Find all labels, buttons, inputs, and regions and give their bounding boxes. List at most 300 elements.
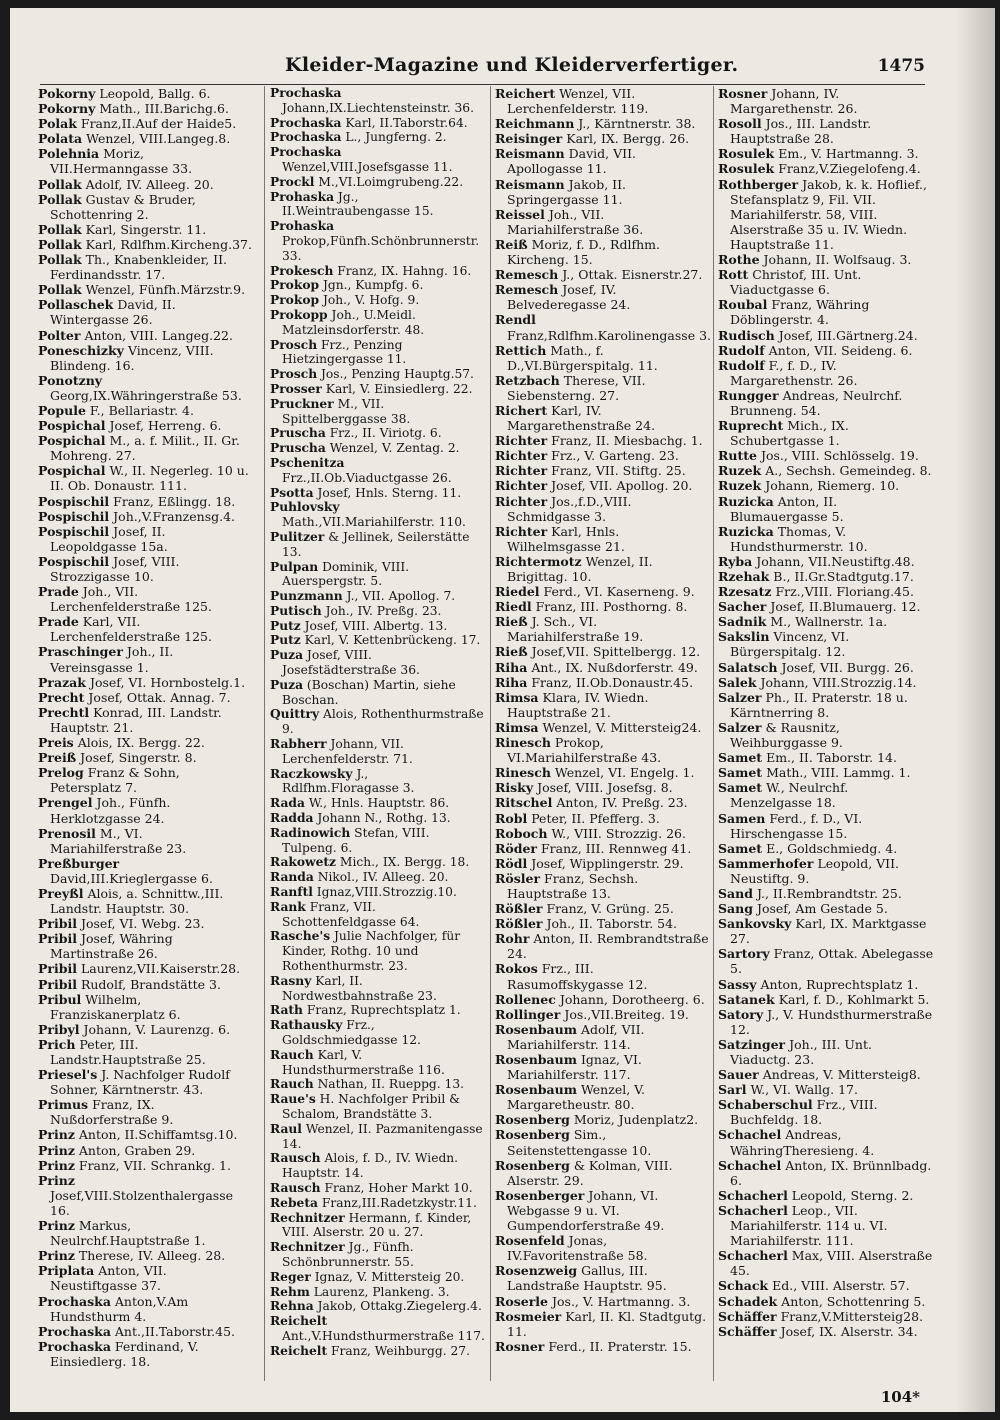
directory-entry <box>718 1203 934 1248</box>
entry-surname: Polter <box>38 327 81 343</box>
directory-entry <box>270 397 486 427</box>
entry-surname: Puhlovsky <box>270 499 340 515</box>
entry-details: Franz, VII. Stiftg. 25. <box>551 463 686 479</box>
directory-entry <box>718 328 934 343</box>
directory-entry <box>38 373 254 403</box>
directory-entry <box>718 494 934 524</box>
entry-surname: Rosenberg <box>495 1112 570 1128</box>
directory-entry <box>718 916 934 946</box>
entry-details: Franz, II. Miesbachg. 1. <box>551 433 703 449</box>
directory-entry <box>718 267 934 297</box>
entry-surname: Pollaschek <box>38 297 114 313</box>
entry-details: Wenzel, Fünfh.Märzstr.9. <box>85 282 246 298</box>
entry-surname: Richter <box>495 448 548 464</box>
directory-columns <box>38 85 934 1381</box>
entry-surname: Polata <box>38 131 83 147</box>
entry-details: Franz, Weihburgg. 27. <box>331 1343 470 1358</box>
entry-details: Moriz, f. D., Rdlfhm. Kircheng. 15. <box>507 236 660 268</box>
entry-surname: Priesel's <box>38 1067 98 1083</box>
entry-surname: Richter <box>495 433 548 449</box>
entry-surname: Pollak <box>38 252 82 268</box>
entry-details: Franz,V.Mittersteig28. <box>780 1308 924 1324</box>
entry-details: Wenzel, V. Zentag. 2. <box>329 441 460 456</box>
entry-details: Jos., III. Landstr. Hauptstraße 28. <box>730 116 872 147</box>
entry-surname: Priplata <box>38 1263 95 1279</box>
entry-details: M., Wallnerstr. 1a. <box>770 614 888 630</box>
entry-details: Karl, Rdlfhm.Kircheng.37. <box>85 236 252 252</box>
entry-details: Mich., IX. Bergg. 18. <box>339 855 470 870</box>
entry-surname: Rott <box>718 267 749 283</box>
directory-entry <box>718 992 934 1007</box>
entry-surname: Prechtl <box>38 704 90 720</box>
entry-surname: Pulpan <box>270 558 319 574</box>
directory-entry <box>718 1067 934 1082</box>
entry-surname: Sacher <box>718 599 767 615</box>
entry-surname: Rieß <box>495 644 528 660</box>
entry-details: Ferd., II. Praterstr. 15. <box>548 1338 692 1354</box>
directory-entry <box>38 977 254 992</box>
entry-surname: Preis <box>38 735 74 751</box>
directory-entry <box>38 101 254 116</box>
entry-surname: Radda <box>270 810 314 826</box>
entry-details: Mich., IX. Schubertgasse 1. <box>730 418 849 449</box>
entry-details: Jgn., Kumpfg. 6. <box>322 278 424 293</box>
entry-surname: Rehm <box>270 1283 310 1299</box>
directory-entry <box>718 1294 934 1309</box>
directory-entry <box>495 916 711 931</box>
entry-details: Franz, Eßlingg. 18. <box>113 493 236 509</box>
entry-details: Josef, Am Gestade 5. <box>756 901 888 917</box>
entry-details: Math., VIII. Lammg. 1. <box>766 765 911 781</box>
directory-entry <box>38 735 254 750</box>
entry-surname: Richter <box>495 463 548 479</box>
entry-details: A., Sechsh. Gemeindeg. 8. <box>765 463 932 479</box>
entry-details: David,III.Krieglergasse 6. <box>50 870 213 886</box>
entry-details: Math., III.Barichg.6. <box>99 101 229 117</box>
entry-surname: Prochaska <box>38 1338 111 1354</box>
page-number: 1475 <box>877 56 925 76</box>
entry-surname: Schachel <box>718 1127 782 1143</box>
entry-surname: Rathausky <box>270 1017 343 1033</box>
directory-entry <box>718 720 934 750</box>
entry-details: Frz., V. Garteng. 23. <box>551 448 679 464</box>
directory-entry <box>270 338 486 368</box>
directory-entry <box>270 885 486 900</box>
entry-surname: Rosenberg <box>495 1157 570 1173</box>
entry-details: F., Bellariastr. 4. <box>89 402 194 418</box>
entry-details: Johann, IV. Margarethenstr. 26. <box>730 86 858 117</box>
entry-surname: Pollak <box>38 236 82 252</box>
entry-details: Jos.,VII.Breiteg. 19. <box>564 1006 689 1022</box>
directory-entry <box>270 707 486 737</box>
directory-entry <box>495 765 711 780</box>
entry-surname: Satanek <box>718 991 775 1007</box>
entry-surname: Pospichal <box>38 433 106 449</box>
entry-surname: Pokorny <box>38 101 96 117</box>
entry-surname: Rieß <box>495 614 528 630</box>
entry-surname: Rudisch <box>718 327 775 343</box>
entry-surname: Preiß <box>38 750 77 766</box>
entry-surname: Popule <box>38 402 86 418</box>
entry-details: Josef, Singerstr. 8. <box>80 750 197 766</box>
directory-entry <box>718 1082 934 1097</box>
column-divider <box>264 86 265 1381</box>
directory-entry <box>270 589 486 604</box>
directory-entry <box>495 1233 711 1263</box>
directory-entry <box>270 456 486 486</box>
directory-entry <box>495 660 711 675</box>
column-divider <box>490 86 491 1381</box>
entry-surname: Pospischil <box>38 553 110 569</box>
entry-surname: Riha <box>495 674 528 690</box>
entry-details: J., VII. Apollog. 7. <box>346 589 456 604</box>
directory-entry <box>38 509 254 524</box>
directory-entry <box>495 463 711 478</box>
entry-details: Karl, Hnls. Wilhelmsgasse 21. <box>507 523 625 554</box>
entry-details: Jos.,f.D.,VIII. Schmidgasse 3. <box>507 493 632 524</box>
entry-surname: Salek <box>718 674 757 690</box>
directory-entry <box>495 207 711 237</box>
entry-details: Julie Nachfolger, für Kinder, Rothg. 10 und Rothenthurmstr. 23. <box>282 929 461 974</box>
entry-details: Sim., Seitenstettengasse 10. <box>507 1127 652 1158</box>
entry-surname: Rutte <box>718 448 757 464</box>
entry-details: Jos., V. Hartmanng. 3. <box>552 1293 691 1309</box>
entry-details: Ferdinand, V. Einsiedlerg. 18. <box>50 1338 199 1369</box>
entry-details: Joh., II. Vereinsgasse 1. <box>50 644 174 675</box>
entry-surname: Sand <box>718 885 753 901</box>
entry-surname: Röder <box>495 840 538 856</box>
entry-surname: Pospichal <box>38 463 106 479</box>
entry-details: W., II. Negerleg. 10 u. II. Ob. Donaustr. 111. <box>50 463 249 494</box>
directory-entry <box>270 426 486 441</box>
entry-surname: Schäffer <box>718 1308 777 1324</box>
directory-entry <box>495 826 711 841</box>
directory-entry <box>718 660 934 675</box>
entry-details: Franz, Währing Döblingerstr. 4. <box>730 297 870 328</box>
directory-entry <box>270 1018 486 1048</box>
entry-surname: Prich <box>38 1036 76 1052</box>
directory-entry <box>38 1324 254 1339</box>
entry-surname: Prochaska <box>270 129 342 145</box>
entry-details: Joh., VII. Mariahilferstraße 36. <box>507 206 644 237</box>
entry-details: Karl, II.Taborstr.64. <box>345 115 468 130</box>
entry-surname: Prokop <box>270 292 320 308</box>
directory-entry <box>38 1248 254 1263</box>
directory-entry <box>38 1097 254 1127</box>
entry-surname: Praschinger <box>38 644 123 660</box>
directory-entry <box>718 690 934 720</box>
entry-surname: Prosch <box>270 366 318 382</box>
entry-surname: Sankovsky <box>718 916 792 932</box>
directory-entry <box>495 373 711 403</box>
entry-details: Ant., IX. Nußdorferstr. 49. <box>531 659 698 675</box>
directory-entry <box>38 916 254 931</box>
directory-entry <box>495 478 711 493</box>
directory-entry <box>495 116 711 131</box>
directory-entry <box>270 974 486 1004</box>
entry-details: Johann, VII.Neustiftg.48. <box>756 553 915 569</box>
entry-details: Adolf, VII. Mariahilferstr. 114. <box>507 1021 645 1052</box>
directory-entry <box>495 871 711 901</box>
entry-surname: Reismann <box>495 176 565 192</box>
directory-entry <box>38 86 254 101</box>
directory-entry <box>38 433 254 463</box>
entry-surname: Prazak <box>38 674 86 690</box>
directory-entry <box>718 946 934 976</box>
entry-surname: Schachel <box>718 1157 782 1173</box>
entry-surname: Raue's <box>270 1091 316 1107</box>
directory-entry <box>38 931 254 961</box>
entry-details: Ignaz, V. Mittersteig 20. <box>314 1269 465 1284</box>
entry-surname: Rakowetz <box>270 854 337 870</box>
entry-details: Karl, VII. Lerchenfelderstraße 125. <box>50 614 212 645</box>
entry-surname: Rechnitzer <box>270 1209 345 1225</box>
directory-entry <box>495 237 711 267</box>
entry-details: Anton, VII. Seideng. 6. <box>768 342 913 358</box>
entry-surname: Polak <box>38 116 77 132</box>
entry-details: J., Kärntnerstr. 38. <box>578 116 696 132</box>
directory-entry <box>495 1294 711 1309</box>
entry-surname: Putz <box>270 617 301 633</box>
entry-details: Therese, IV. Alleeg. 28. <box>78 1248 226 1264</box>
directory-entry <box>718 750 934 765</box>
directory-entry <box>495 282 711 312</box>
entry-details: Josef, VIII. Josefsg. 8. <box>537 780 673 796</box>
entry-surname: Sadnik <box>718 614 767 630</box>
entry-surname: Ruzek <box>718 478 762 494</box>
entry-surname: Preyßl <box>38 885 84 901</box>
entry-surname: Putisch <box>270 602 322 618</box>
directory-entry <box>38 584 254 614</box>
directory-entry <box>495 735 711 765</box>
entry-surname: Rothberger <box>718 176 799 192</box>
directory-entry <box>270 1314 486 1344</box>
entry-surname: Reichmann <box>495 116 575 132</box>
entry-details: Anton, II. Rembrandtstraße 24. <box>507 931 709 962</box>
entry-details: J. Sch., VI. Mariahilferstraße 19. <box>507 614 644 645</box>
directory-entry <box>270 278 486 293</box>
entry-details: Wenzel, V. Mittersteig24. <box>542 719 702 735</box>
entry-surname: Richert <box>495 402 548 418</box>
directory-entry <box>270 648 486 678</box>
entry-details: Josef, Währing Martinstraße 26. <box>50 931 173 962</box>
entry-details: J., II.Rembrandtstr. 25. <box>756 885 902 901</box>
entry-surname: Risky <box>495 780 534 796</box>
entry-details: Jonas, IV.Favoritenstraße 58. <box>507 1233 648 1264</box>
entry-surname: Pospischil <box>38 508 110 524</box>
entry-surname: Rudolf <box>718 357 765 373</box>
directory-entry <box>495 177 711 207</box>
entry-details: Stefan, VIII. Tulpeng. 6. <box>282 825 430 855</box>
entry-surname: Rehna <box>270 1298 314 1314</box>
entry-details: Konrad, III. Landstr. Hauptstr. 21. <box>50 704 222 735</box>
entry-surname: Schack <box>718 1278 769 1294</box>
directory-entry <box>718 86 934 116</box>
directory-entry <box>495 1158 711 1188</box>
entry-surname: Pokorny <box>38 86 96 101</box>
directory-entry <box>718 977 934 992</box>
entry-surname: Rosner <box>718 86 768 101</box>
entry-details: Karl, II. Kl. Stadtgutg. 11. <box>507 1308 707 1339</box>
directory-entry <box>495 690 711 720</box>
entry-details: Wenzel, VIII.Langeg.8. <box>86 131 231 147</box>
directory-entry <box>495 720 711 735</box>
directory-entry <box>38 886 254 916</box>
directory-entry <box>270 486 486 501</box>
entry-surname: Rosenzweig <box>495 1263 578 1279</box>
entry-details: Karl, V. Hundsthurmerstraße 116. <box>282 1047 445 1077</box>
entry-surname: Pribil <box>38 916 77 932</box>
entry-surname: Reichelt <box>270 1342 328 1358</box>
entry-surname: Pruscha <box>270 425 326 441</box>
entry-details: Johann, Riemerg. 10. <box>765 478 900 494</box>
entry-surname: Prengel <box>38 795 93 811</box>
directory-entry <box>270 678 486 708</box>
entry-surname: Sammerhofer <box>718 855 814 871</box>
directory-entry <box>270 560 486 590</box>
entry-details: Anton, Ruprechtsplatz 1. <box>760 976 919 992</box>
entry-details: Franz, Ruprechtsplatz 1. <box>306 1003 461 1018</box>
directory-entry <box>38 1127 254 1142</box>
entry-surname: Prosser <box>270 380 322 396</box>
entry-surname: Randa <box>270 869 314 885</box>
entry-details: J., Rdlfhm.Floragasse 3. <box>282 766 415 796</box>
entry-surname: Pribyl <box>38 1021 80 1037</box>
entry-details: Franz, II.Ob.Donaustr.45. <box>531 674 694 690</box>
entry-surname: Rösler <box>495 870 541 886</box>
directory-entry <box>38 992 254 1022</box>
entry-details: W., Hnls. Hauptstr. 86. <box>308 796 450 811</box>
entry-surname: Richter <box>495 478 548 494</box>
entry-surname: Rosenbaum <box>495 1082 577 1098</box>
entry-surname: Rosenbaum <box>495 1021 577 1037</box>
entry-surname: Reissel <box>495 206 545 222</box>
directory-entry <box>495 1022 711 1052</box>
entry-details: Josef,VII. Spittelbergg. 12. <box>531 644 701 660</box>
directory-entry <box>718 161 934 176</box>
directory-entry <box>495 343 711 373</box>
entry-details: Wenzel, II. Pazmanitengasse 14. <box>282 1121 483 1151</box>
entry-surname: Samen <box>718 810 766 826</box>
entry-surname: Rosoll <box>718 116 762 132</box>
directory-entry <box>718 554 934 569</box>
directory-entry <box>718 146 934 161</box>
entry-details: Andreas, V. Mittersteig8. <box>762 1067 921 1083</box>
directory-entry <box>270 1270 486 1285</box>
directory-entry <box>718 343 934 358</box>
directory-entry <box>38 524 254 554</box>
directory-entry <box>270 1344 486 1359</box>
entry-surname: Salzer <box>718 719 762 735</box>
entry-details: Leopold, VII. Neustiftg. 9. <box>730 855 900 886</box>
entry-surname: Putz <box>270 632 301 648</box>
directory-entry <box>718 177 934 252</box>
entry-details: Anton, IX. Brünnlbadg. 6. <box>730 1157 932 1188</box>
directory-entry <box>270 1181 486 1196</box>
entry-details: M., a. f. Milit., II. Gr. Mohreng. 27. <box>50 433 240 464</box>
entry-surname: Rosulek <box>718 146 775 162</box>
directory-entry <box>718 856 934 886</box>
entry-details: Joh., III. Unt. Viaductg. 23. <box>730 1036 872 1067</box>
directory-entry <box>495 1082 711 1112</box>
entry-details: Jakob, k. k. Hoflief., Stefansplatz 9, Fil. VII. Mariahilferstr. 58, VIII. Alserstraße 35 u. IV. Wiedn. Hauptstraße 11. <box>730 176 927 252</box>
entry-details: Karl, f. D., Kohlmarkt 5. <box>778 991 930 1007</box>
entry-details: Johann, VI. Webgasse 9 u. VI. Gumpendorferstraße 49. <box>507 1187 665 1234</box>
entry-details: J., Ottak. Eisnerstr.27. <box>562 267 703 283</box>
entry-surname: Rimsa <box>495 689 539 705</box>
directory-entry <box>38 1037 254 1067</box>
directory-entry <box>495 675 711 690</box>
directory-entry <box>495 267 711 282</box>
entry-details: Franz, VII. Schrankg. 1. <box>78 1157 231 1173</box>
entry-details: Franz,Rdlfhm.Karolinengasse 3. <box>507 327 711 343</box>
directory-entry <box>270 633 486 648</box>
entry-surname: Rank <box>270 898 306 914</box>
entry-details: L., Jungferng. 2. <box>345 130 447 145</box>
entry-details: Prokop,Fünfh.Schönbrunnerstr. 33. <box>282 233 480 263</box>
directory-entry <box>270 382 486 397</box>
entry-details: Adolf, IV. Alleeg. 20. <box>85 176 214 192</box>
entry-surname: Pospischil <box>38 493 110 509</box>
entry-surname: Rauch <box>270 1076 314 1092</box>
directory-entry <box>270 900 486 930</box>
entry-surname: Samet <box>718 840 763 856</box>
directory-entry <box>270 1151 486 1181</box>
directory-entry <box>38 1022 254 1037</box>
entry-surname: Rungger <box>718 387 779 403</box>
directory-entry <box>270 145 486 175</box>
entry-surname: Rzesatz <box>718 584 772 600</box>
directory-entry <box>495 1007 711 1022</box>
directory-entry <box>270 855 486 870</box>
directory-entry <box>718 1278 934 1293</box>
entry-surname: Sarl <box>718 1082 747 1098</box>
directory-entry <box>270 767 486 797</box>
entry-details: Josef, VIII. Albertg. 13. <box>304 618 448 633</box>
directory-entry <box>270 1196 486 1211</box>
entry-surname: Sang <box>718 901 753 917</box>
entry-details: Gustav & Bruder, Schottenring 2. <box>50 191 196 222</box>
entry-details: E., Goldschmiedg. 4. <box>766 840 898 856</box>
directory-entry <box>270 737 486 767</box>
directory-entry <box>38 222 254 237</box>
entry-surname: Prochaska <box>38 1293 111 1309</box>
directory-entry <box>270 1299 486 1314</box>
entry-details: Klara, IV. Wiedn. Hauptstraße 21. <box>507 689 649 720</box>
entry-details: W., VI. Wallg. 17. <box>750 1082 858 1098</box>
entry-details: Karl, IX. Bergg. 26. <box>566 131 690 147</box>
directory-entry <box>495 992 711 1007</box>
directory-entry <box>718 1127 934 1157</box>
entry-surname: Rosner <box>495 1338 545 1354</box>
entry-details: Franz, III. Rennweg 41. <box>541 840 692 856</box>
directory-entry <box>270 219 486 263</box>
entry-details: Franz, Sechsh. Hauptstraße 13. <box>507 870 639 901</box>
entry-details: Rudolf, Brandstätte 3. <box>80 976 221 992</box>
directory-entry <box>718 1309 934 1324</box>
entry-surname: Pruckner <box>270 395 334 411</box>
entry-details: Josef, IV. Belvederegasse 24. <box>507 282 631 313</box>
entry-surname: Rößler <box>495 901 543 917</box>
directory-entry <box>718 1037 934 1067</box>
directory-entry <box>38 1067 254 1097</box>
entry-details: Wenzel,VIII.Josefsgasse 11. <box>282 159 453 174</box>
directory-entry <box>38 1173 254 1218</box>
entry-details: Frz., Penzing Hietzingergasse 11. <box>282 337 407 367</box>
directory-entry <box>495 795 711 810</box>
directory-entry <box>38 131 254 146</box>
entry-details: Jakob, II. Springergasse 11. <box>507 176 626 207</box>
